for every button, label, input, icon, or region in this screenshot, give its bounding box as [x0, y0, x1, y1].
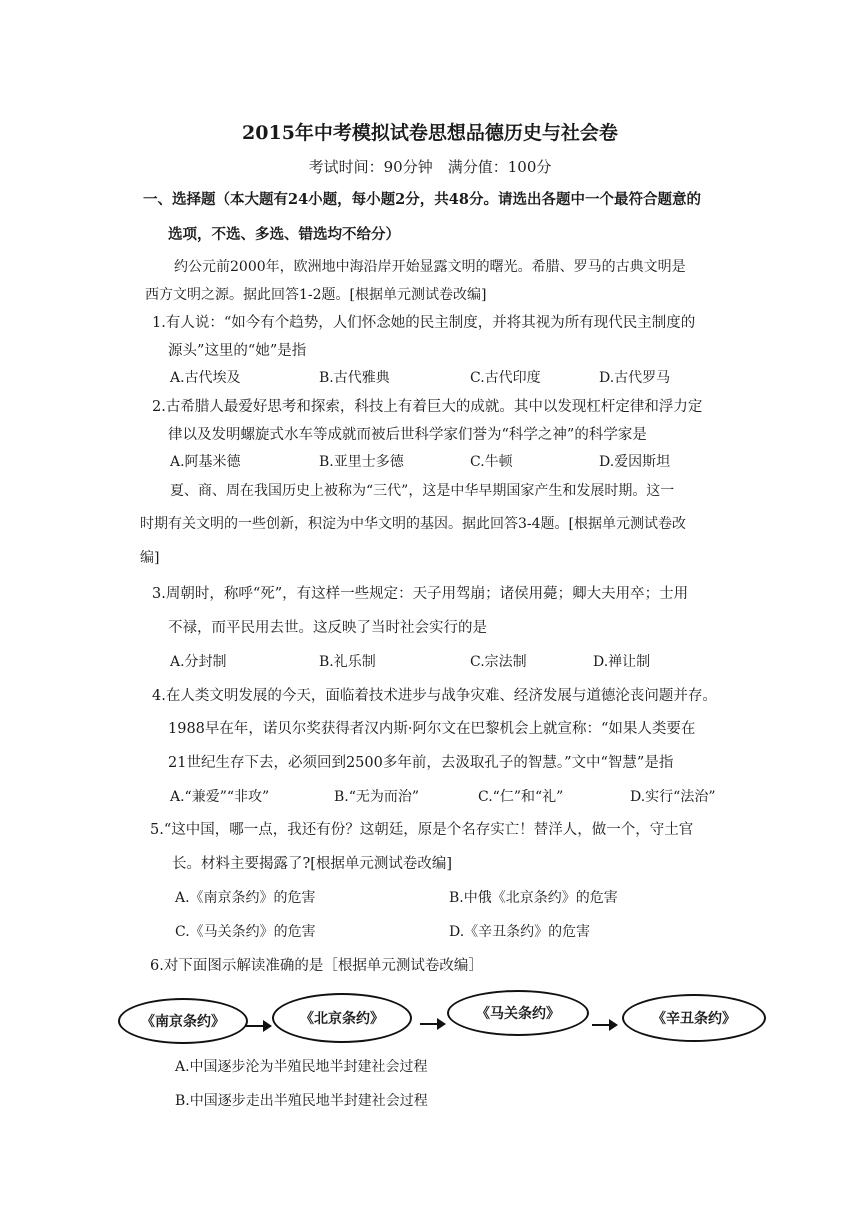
- arrow-2-icon: [420, 1023, 444, 1025]
- q2-option-b: B.亚里士多德: [319, 454, 404, 470]
- q6-option-a: A.中国逐步沦为半殖民地半封建社会过程: [175, 1059, 428, 1075]
- q2-option-c: C.牛顿: [470, 454, 513, 470]
- q2-option-d: D.爱因斯坦: [599, 454, 671, 470]
- material2-line2: 时期有关文明的一些创新，积淀为中华文明的基因。据此回答3-4题。[根据单元测试卷改: [140, 516, 687, 532]
- q4-stem-line3: 21世纪生存下去，必须回到2500多年前，去汲取孔子的智慧。”文中“智慧”是指: [168, 755, 674, 771]
- material2-line1: 夏、商、周在我国历史上被称为“三代”，这是中华早期国家产生和发展时期。这一: [170, 483, 675, 499]
- section-heading-line2: 选项，不选、多选、错选均不给分）: [168, 226, 400, 243]
- q4-option-c: C.“仁”和“礼”: [478, 789, 564, 805]
- q6-stem: 6.对下面图示解读准确的是［根据单元测试卷改编］: [150, 958, 483, 974]
- q1-stem-line2: 源头”这里的“她”是指: [168, 343, 307, 359]
- section-heading-line1: 一、选择题（本大题有24小题，每小题2分，共48分。请选出各题中一个最符合题意的: [143, 191, 701, 208]
- q3-stem-line2: 不禄，而平民用去世。这反映了当时社会实行的是: [168, 620, 487, 636]
- exam-title: 2015年中考模拟试卷思想品德历史与社会卷: [242, 122, 618, 144]
- q1-option-b: B.古代雅典: [319, 370, 390, 386]
- q5-option-b: B.中俄《北京条约》的危害: [449, 890, 618, 906]
- q2-stem-line2: 律以及发明螺旋式水车等成就而被后世科学家们誉为“科学之神”的科学家是: [168, 427, 647, 443]
- material2-line3: 编]: [140, 550, 160, 566]
- q1-option-c: C.古代印度: [470, 370, 541, 386]
- q3-option-d: D.禅让制: [593, 654, 651, 670]
- q2-option-a: A.阿基米德: [170, 454, 241, 470]
- arrow-3-icon: [592, 1024, 616, 1026]
- treaty-node-3: 《马关条约》: [447, 990, 589, 1036]
- q1-option-d: D.古代罗马: [599, 370, 671, 386]
- treaty-node-4: 《辛丑条约》: [622, 994, 766, 1042]
- q5-option-c: C.《马关条约》的危害: [175, 924, 316, 940]
- exam-subtitle: 考试时间：90分钟 满分值：100分: [308, 158, 552, 176]
- treaty-node-2: 《北京条约》: [272, 993, 412, 1043]
- material1-line2: 西方文明之源。据此回答1-2题。[根据单元测试卷改编]: [145, 287, 487, 303]
- q1-option-a: A.古代埃及: [170, 370, 241, 386]
- q4-option-b: B.“无为而治”: [334, 789, 420, 805]
- q5-stem-line2: 长。材料主要揭露了?[根据单元测试卷改编]: [172, 856, 453, 872]
- q4-stem-line2: 1988早在年，诺贝尔奖获得者汉内斯·阿尔文在巴黎机会上就宣称：“如果人类要在: [168, 721, 696, 737]
- q3-option-c: C.宗法制: [470, 654, 527, 670]
- q4-option-a: A.“兼爱”“非攻”: [170, 789, 270, 805]
- q6-option-b: B.中国逐步走出半殖民地半封建社会过程: [175, 1093, 428, 1109]
- q5-option-a: A.《南京条约》的危害: [175, 890, 316, 906]
- q5-option-d: D.《辛丑条约》的危害: [449, 924, 591, 940]
- q3-stem-line1: 3.周朝时，称呼“死”，有这样一些规定：天子用驾崩；诸侯用薨；卿大夫用卒；士用: [152, 586, 689, 602]
- q2-stem-line1: 2.古希腊人最爱好思考和探索，科技上有着巨大的成就。其中以发现杠杆定律和浮力定: [152, 399, 703, 415]
- q3-option-a: A.分封制: [170, 654, 227, 670]
- q5-stem-line1: 5.“这中国，哪一点，我还有份？这朝廷，原是个名存实亡！替洋人，做一个，守土官: [150, 822, 694, 838]
- q4-option-d: D.实行“法治”: [630, 789, 716, 805]
- q1-stem-line1: 1.有人说：“如今有个趋势，人们怀念她的民主制度，并将其视为所有现代民主制度的: [152, 315, 696, 331]
- treaty-node-1: 《南京条约》: [118, 998, 248, 1044]
- q3-option-b: B.礼乐制: [319, 654, 376, 670]
- arrow-1-icon: [246, 1025, 270, 1027]
- q4-stem-line1: 4.在人类文明发展的今天，面临着技术进步与战争灾难、经济发展与道德沦丧问题并存。: [152, 688, 717, 704]
- material1-line1: 约公元前2000年，欧洲地中海沿岸开始显露文明的曙光。希腊、罗马的古典文明是: [174, 259, 686, 275]
